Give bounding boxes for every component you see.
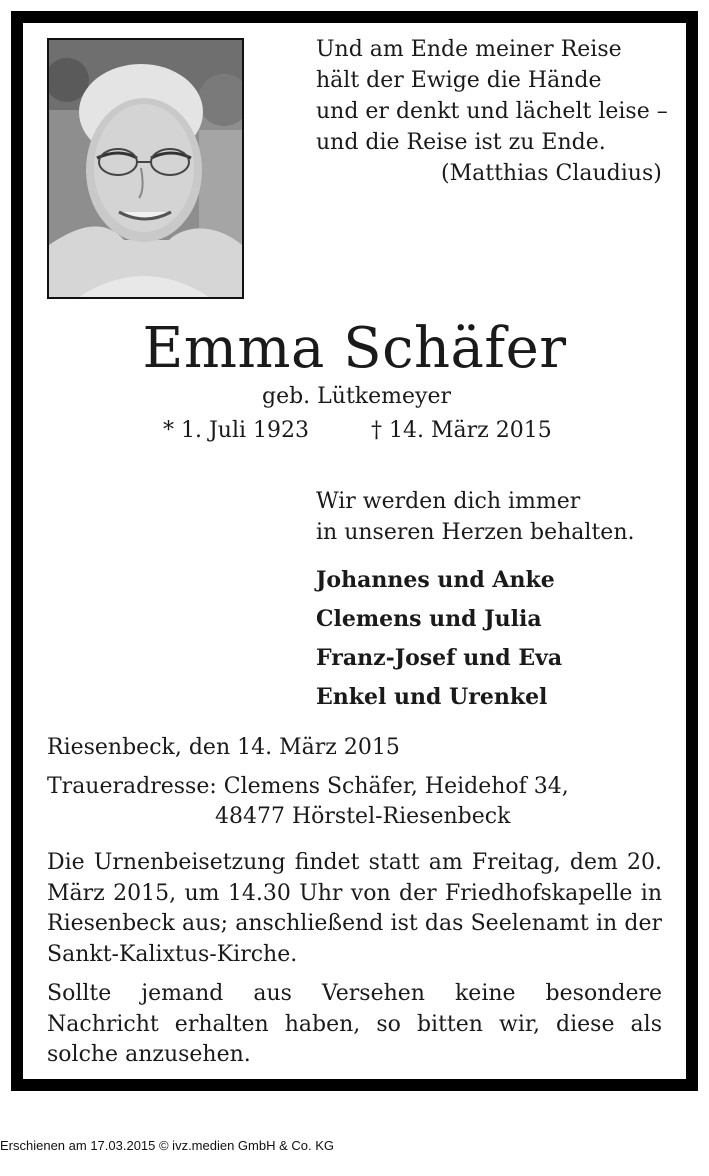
- family-member: Johannes und Anke: [316, 567, 555, 593]
- birth-date: * 1. Juli 1923: [163, 418, 310, 443]
- deceased-name: Emma Schäfer: [142, 316, 567, 381]
- poem: [316, 34, 666, 189]
- address-line-2: 48477 Hörstel-Riesenbeck: [215, 804, 511, 829]
- life-dates: [163, 417, 552, 445]
- burial-paragraph: Die Urnenbeisetzung findet statt am Freitag, dem 20. März 2015, um 14.30 Uhr von der Friedhofskapelle in Riesenbeck aus; anschließend ist das Seelenamt in der Sankt-Kalixtus-Kirche.: [47, 850, 662, 967]
- family-list: [316, 561, 562, 717]
- place-date: Riesenbeck, den 14. März 2015: [47, 735, 400, 760]
- portrait-photo: [47, 38, 244, 299]
- family-member: Enkel und Urenkel: [316, 684, 548, 710]
- family-member: Franz-Josef und Eva: [316, 645, 563, 671]
- family-member: Clemens und Julia: [316, 606, 542, 632]
- mourning-address: [47, 772, 569, 832]
- poem-line: hält der Ewige die Hände: [316, 68, 602, 93]
- maiden-name: geb. Lütkemeyer: [262, 384, 451, 409]
- verse-line: Wir werden dich immer: [316, 489, 581, 514]
- notice-paragraph: Sollte jemand aus Versehen keine besondere Nachricht erhalten haben, so bitten wir, diese als solche anzusehen.: [47, 981, 662, 1067]
- publication-credit: Erschienen am 17.03.2015 © ivz.medien GmbH & Co. KG: [0, 1138, 335, 1153]
- verse-line: in unseren Herzen behalten.: [316, 520, 635, 545]
- verse: [316, 486, 634, 548]
- poem-line: und er denkt und lächelt leise –: [316, 99, 668, 124]
- poem-line: Und am Ende meiner Reise: [316, 37, 622, 62]
- address-line-1: Traueradresse: Clemens Schäfer, Heidehof 34,: [47, 774, 569, 799]
- poem-author: (Matthias Claudius): [441, 161, 662, 186]
- death-date: † 14. März 2015: [371, 418, 552, 443]
- poem-line: und die Reise ist zu Ende.: [316, 130, 606, 155]
